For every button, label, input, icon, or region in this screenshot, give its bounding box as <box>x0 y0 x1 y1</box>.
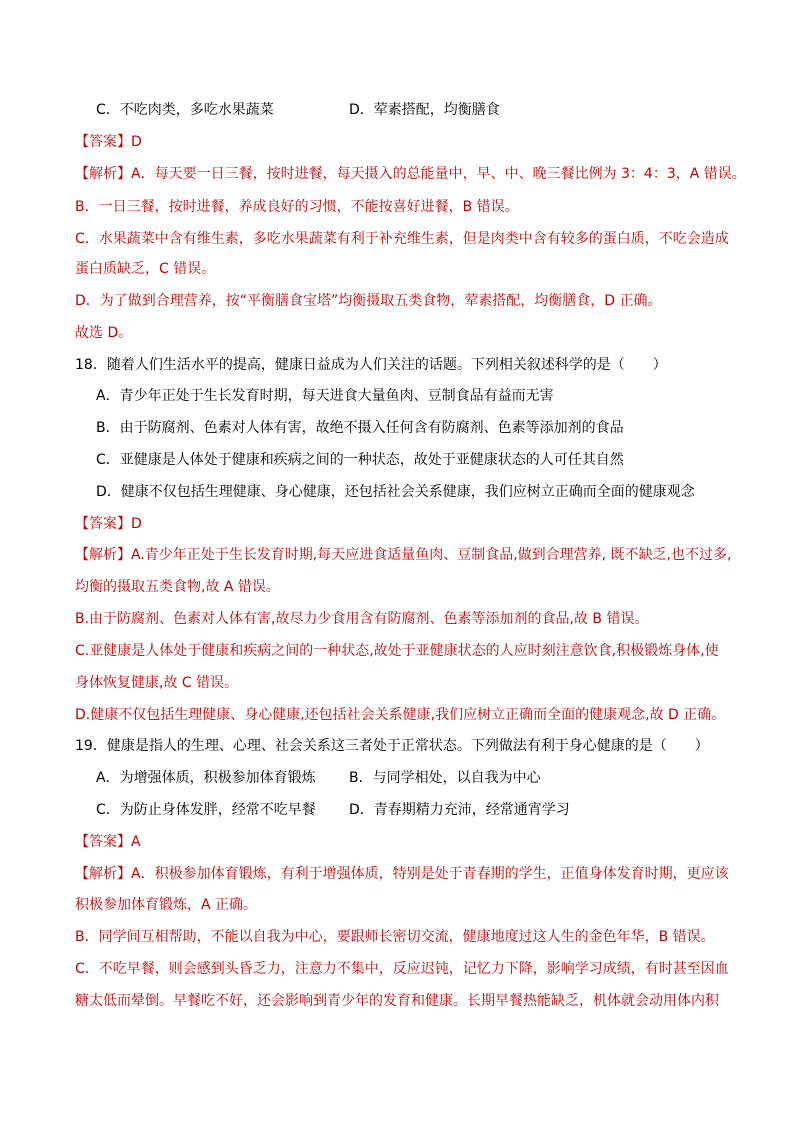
q17-answer: 【答案】D <box>75 134 142 150</box>
q19-analysis-line-3: B．同学间互相帮助，不能以自我为中心，要跟师长密切交流，健康地度过这人生的金色年华，B 错误。 <box>75 929 715 945</box>
q18-analysis-line-2: 均衡的摄取五类食物,故 A 错误。 <box>75 579 280 595</box>
q18-analysis-line-5: 身体恢复健康,故 C 错误。 <box>75 675 239 691</box>
q17-analysis-line-4: 蛋白质缺乏，C 错误。 <box>75 261 216 277</box>
q19-question: 19．健康是指人的生理、心理、社会关系这三者处于正常状态。下列做法有利于身心健康的是（ ） <box>75 738 709 754</box>
q19-analysis-line-5: 糖太低而晕倒。早餐吃不好，还会影响到青少年的发育和健康。长期早餐热能缺乏，机体就会动用体内积 <box>75 993 719 1009</box>
q17-option-c: C．不吃肉类，多吃水果蔬菜 <box>96 102 274 118</box>
q17-option-d: D．荤素搭配，均衡膳食 <box>349 102 500 118</box>
q18-question: 18．随着人们生活水平的提高，健康日益成为人们关注的话题。下列相关叙述科学的是（ ） <box>75 357 667 373</box>
q19-analysis-line-2: 积极参加体育锻炼，A 正确。 <box>75 897 258 913</box>
q17-analysis-line-6: 故选 D。 <box>75 325 133 341</box>
q17-analysis-line-5: D．为了做到合理营养，按“平衡膳食宝塔”均衡摄取五类食物，荤素搭配，均衡膳食，D 正确。 <box>75 293 662 309</box>
q17-analysis-line-3: C．水果蔬菜中含有维生素，多吃水果蔬菜有利于补充维生素，但是肉类中含有较多的蛋白质，不吃会造成 <box>75 231 729 247</box>
q18-answer: 【答案】D <box>75 516 142 532</box>
q18-analysis-line-4: C.亚健康是人体处于健康和疾病之间的一种状态,故处于亚健康状态的人应时刻注意饮食,积极锻炼身体,使 <box>75 643 719 659</box>
q18-option-c: C．亚健康是人体处于健康和疾病之间的一种状态，故处于亚健康状态的人可任其自然 <box>96 452 624 468</box>
q17-analysis-line-1: 【解析】A．每天要一日三餐，按时进餐，每天摄入的总能量中，早、中、晚三餐比例为 3：4：3，A 错误。 <box>75 166 746 182</box>
q18-option-b: B．由于防腐剂、色素对人体有害，故绝不摄入任何含有防腐剂、色素等添加剂的食品 <box>96 420 624 436</box>
q19-analysis-line-1: 【解析】A．积极参加体育锻炼，有利于增强体质，特别是处于青春期的学生，正值身体发育时期，更应该 <box>75 866 729 882</box>
q18-analysis-line-3: B.由于防腐剂、色素对人体有害,故尽力少食用含有防腐剂、色素等添加剂的食品,故 B 错误。 <box>75 611 649 627</box>
q19-option-c: C．为防止身体发胖，经常不吃早餐 <box>96 802 316 818</box>
q19-option-d: D．青春期精力充沛，经常通宵学习 <box>349 802 570 818</box>
q18-option-d: D．健康不仅包括生理健康、身心健康，还包括社会关系健康，我们应树立正确而全面的健康观念 <box>96 484 695 500</box>
q17-analysis-line-2: B．一日三餐，按时进餐，养成良好的习惯，不能按喜好进餐，B 错误。 <box>75 199 519 215</box>
q18-option-a: A．青少年正处于生长发育时期，每天进食大量鱼肉、豆制食品有益而无害 <box>96 388 554 404</box>
q19-option-b: B．与同学相处，以自我为中心 <box>349 770 541 786</box>
q19-option-a: A．为增强体质，积极参加体育锻炼 <box>96 770 316 786</box>
q19-analysis-line-4: C．不吃早餐，则会感到头昏乏力，注意力不集中，反应迟钝，记忆力下降，影响学习成绩，有时甚至因血 <box>75 961 729 977</box>
q18-analysis-line-6: D.健康不仅包括生理健康、身心健康,还包括社会关系健康,我们应树立正确而全面的健康观念,故 D 正确。 <box>75 707 726 723</box>
q19-answer: 【答案】A <box>75 834 141 850</box>
q18-analysis-line-1: 【解析】A.青少年正处于生长发育时期,每天应进食适量鱼肉、豆制食品,做到合理营养, 既不缺乏,也不过多, <box>75 547 732 563</box>
